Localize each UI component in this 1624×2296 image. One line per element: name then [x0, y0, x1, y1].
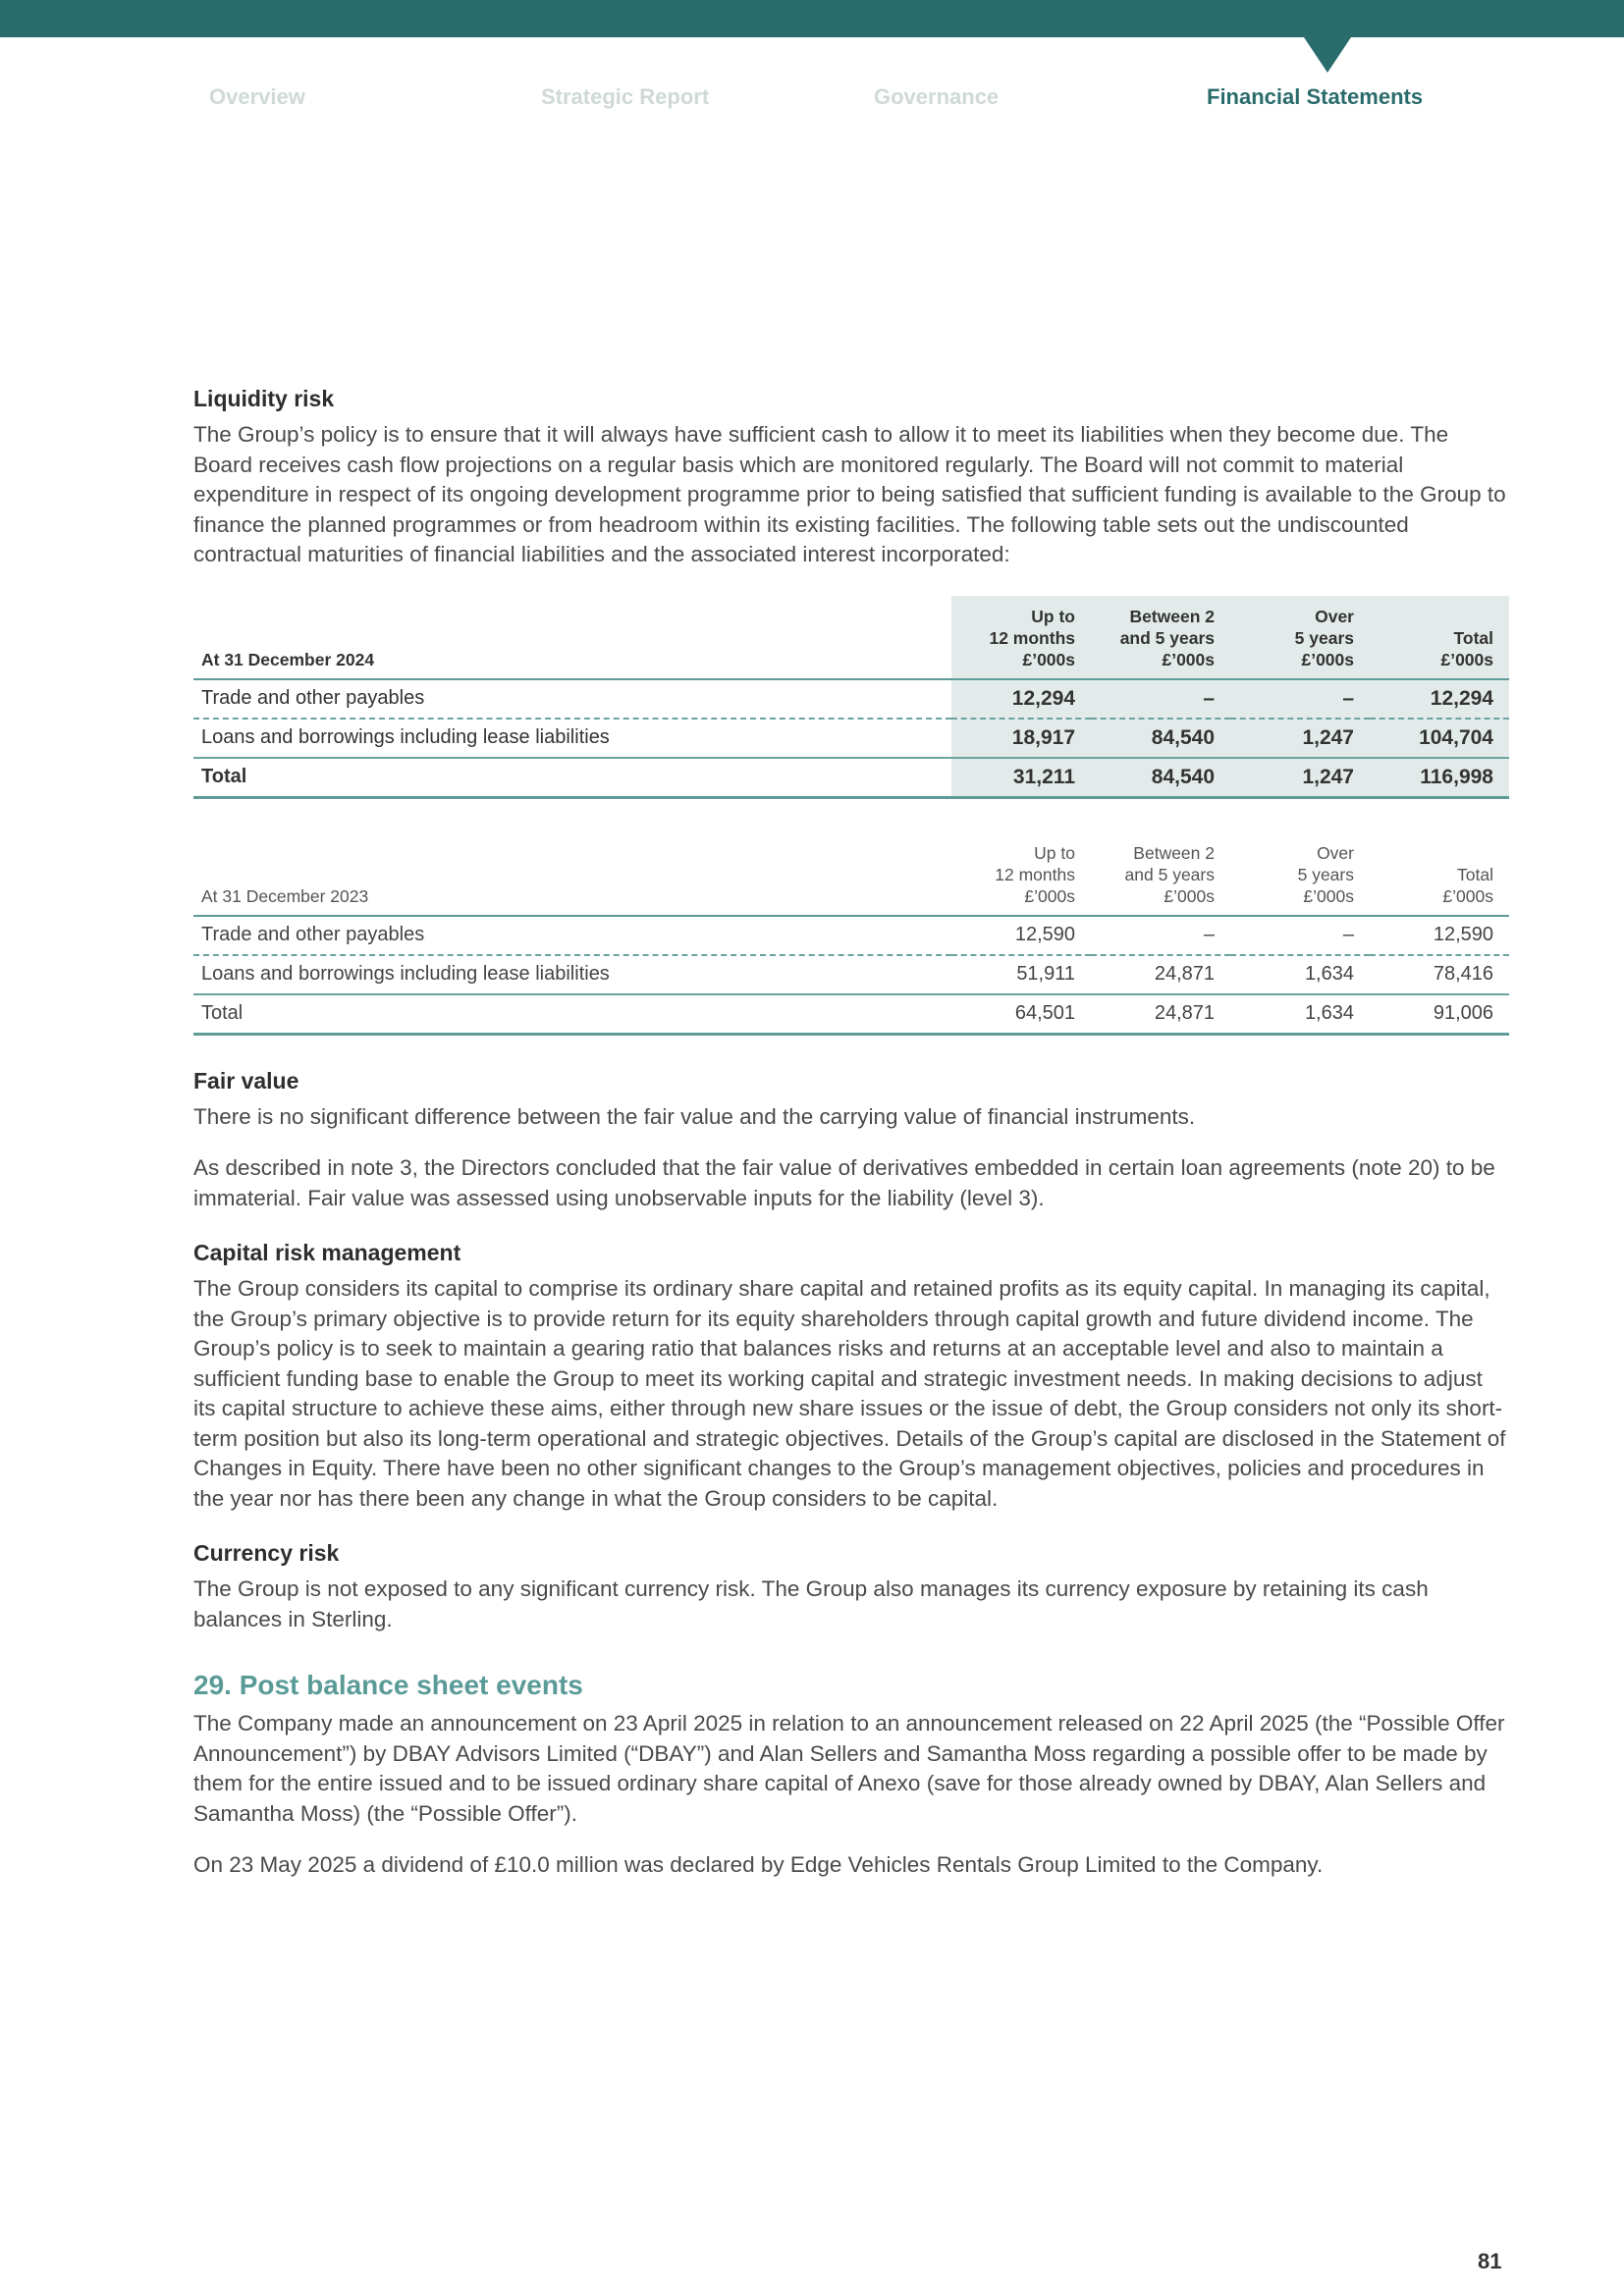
table-total-row [193, 758, 1509, 798]
col-header-over-5-years: Over 5 years £’000s [1297, 842, 1354, 906]
row-label: Trade and other payables [201, 687, 425, 709]
maturity-table-2023 [193, 832, 1509, 1036]
cell-value: 78,416 [1433, 963, 1493, 985]
active-section-marker [1304, 37, 1351, 73]
nav-governance[interactable]: Governance [874, 84, 1000, 109]
col-header-total: Total £’000s [1370, 596, 1509, 679]
cell-value: 12,590 [1014, 924, 1075, 945]
cell-value: 64,501 [1014, 1002, 1075, 1024]
post-balance-paragraph: On 23 May 2025 a dividend of £10.0 million was declared by Edge Vehicles Rentals Group Limited to the Company. [193, 1852, 1324, 1877]
table-caption: At 31 December 2023 [201, 885, 369, 906]
currency-risk-heading: Currency risk [193, 1540, 340, 1566]
cell-value: 24,871 [1154, 1002, 1215, 1024]
col-header-over-5-years: Over 5 years £’000s [1230, 596, 1370, 679]
liquidity-body: The Group’s policy is to ensure that it will always have sufficient cash to allow it to meet its liabilities when they become due. The Board receives cash flow projections on a regular basis which are monitored regularly. The Board will not commit to material expenditure in respect of its ongoing development programme prior to being satisfied that sufficient funding is available to the Group to finance the planned programmes or from headroom within its existing facilities. The following table sets out the undiscounted contractual maturities of financial liabilities and the associated interest incorporated: [193, 422, 1506, 566]
fair-value-paragraph: There is no significant difference between the fair value and the carrying value of financial instruments. [193, 1103, 1196, 1129]
cell-value: 91,006 [1433, 1002, 1493, 1024]
capital-risk-heading: Capital risk management [193, 1240, 461, 1265]
capital-risk-body: The Group considers its capital to comprise its ordinary share capital and retained profits as its equity capital. In managing its capital, the Group’s primary objective is to provide return for its equity shareholders through capital growth and future dividend income. The Group’s policy is to seek to maintain a gearing ratio that balances risks and returns at an acceptable level and also to maintain a sufficient funding base to enable the Group to meet its working capital and strategic investment needs. In making decisions to adjust its capital structure to achieve these aims, either through new share issues or the issue of debt, the Group considers not only its short-term position but also its long-term operational and strategic objectives. Details of the Group’s capital are disclosed in the Statement of Changes in Equity. There have been no other significant changes to the Group’s management objectives, policies and procedures in the year nor has there been any change in what the Group considers to be capital. [193, 1276, 1506, 1511]
maturity-table-2024 [193, 596, 1509, 799]
cell-value: – [1203, 924, 1215, 945]
fair-value-heading: Fair value [193, 1067, 299, 1094]
post-balance-paragraph: The Company made an announcement on 23 April 2025 in relation to an announcement released on 22 April 2025 (the “Possible Offer Announcement”) by DBAY Advisors Limited (“DBAY”) and Alan Sellers and Samantha Moss regarding a possible offer to be made by them for the entire issued and to be issued ordinary share capital of Anexo (save for those already owned by DBAY, Alan Sellers and Samantha Moss) (the “Possible Offer”). [193, 1711, 1505, 1826]
row-label: Trade and other payables [201, 924, 425, 945]
col-header-between-2-and-5-years: Between 2 and 5 years £’000s [1091, 596, 1230, 679]
cell-value: – [1342, 924, 1354, 945]
cell-value: 18,917 [951, 719, 1091, 758]
table-caption: At 31 December 2024 [201, 649, 375, 669]
col-header-between-2-and-5-years: Between 2 and 5 years £’000s [1124, 842, 1215, 906]
cell-value: 1,247 [1230, 758, 1370, 798]
cell-value: 12,294 [951, 679, 1091, 719]
nav-overview[interactable]: Overview [209, 84, 305, 109]
note-29-heading: 29. Post balance sheet events [193, 1670, 583, 1700]
cell-value: 12,294 [1370, 679, 1509, 719]
cell-value: 51,911 [1016, 963, 1075, 985]
col-header-total: Total £’000s [1442, 864, 1493, 906]
row-label: Loans and borrowings including lease liabilities [201, 726, 610, 748]
col-header-up-to-12-months: Up to 12 months £’000s [995, 842, 1075, 906]
currency-risk-body: The Group is not exposed to any significant currency risk. The Group also manages its currency exposure by retaining its cash balances in Sterling. [193, 1576, 1429, 1631]
cell-value: – [1230, 679, 1370, 719]
liquidity-heading: Liquidity risk [193, 386, 335, 411]
cell-value: 1,634 [1304, 963, 1354, 985]
cell-value: 84,540 [1091, 719, 1230, 758]
fair-value-paragraph: As described in note 3, the Directors concluded that the fair value of derivatives embedded in certain loan agreements (note 20) to be immaterial. Fair value was assessed using unobservable inputs for the liability (level 3). [193, 1155, 1495, 1210]
cell-value: 84,540 [1091, 758, 1230, 798]
cell-value: 1,634 [1304, 1002, 1354, 1024]
cell-value: 104,704 [1370, 719, 1509, 758]
table-row [193, 916, 1509, 955]
top-bar [0, 0, 1624, 37]
cell-value: 31,211 [951, 758, 1091, 798]
table-total-row [193, 994, 1509, 1035]
nav-strategic-report[interactable]: Strategic Report [541, 84, 710, 109]
cell-value: – [1091, 679, 1230, 719]
cell-value: 24,871 [1154, 963, 1215, 985]
cell-value: 1,247 [1230, 719, 1370, 758]
row-label: Loans and borrowings including lease liabilities [201, 963, 610, 985]
page-content [193, 383, 1509, 1881]
col-header-up-to-12-months: Up to 12 months £’000s [951, 596, 1091, 679]
table-row [193, 719, 1509, 758]
table-row [193, 955, 1509, 994]
row-label: Total [201, 766, 247, 787]
nav-financial-statements[interactable]: Financial Statements [1207, 84, 1424, 109]
row-label: Total [201, 1002, 244, 1024]
page-number: 81 [1478, 2249, 1502, 2273]
table-row [193, 679, 1509, 719]
cell-value: 116,998 [1370, 758, 1509, 798]
cell-value: 12,590 [1433, 924, 1493, 945]
